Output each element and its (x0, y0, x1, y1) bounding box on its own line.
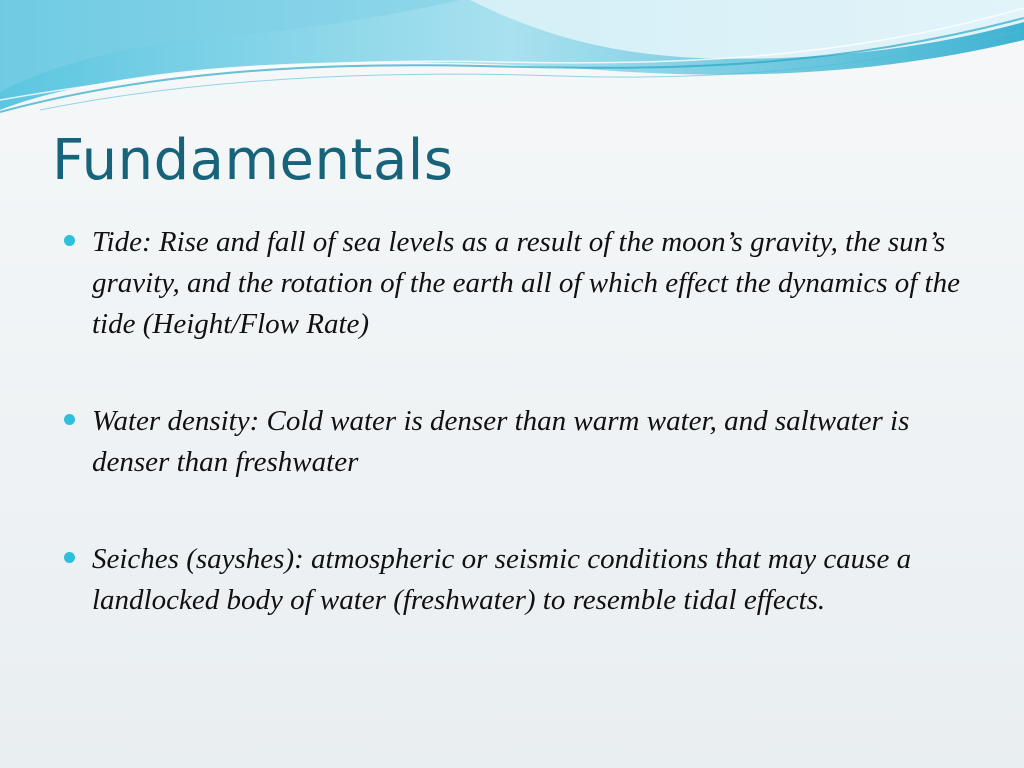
slide-title: Fundamentals (52, 128, 454, 193)
bullet-item-seiches (62, 539, 962, 621)
bullet-text: Tide: Rise and fall of sea levels as a result of the moon’s gravity, the sun’s gravity, and the rotation of the earth all of which effect the dynamics of the tide (Height/Flow Rate) (92, 226, 960, 340)
bullet-text: Water density: Cold water is denser than warm water, and saltwater is denser than freshwater (92, 405, 910, 478)
bullet-list (62, 222, 962, 677)
bullet-dot-icon (64, 552, 75, 563)
bullet-text: Seiches (sayshes): atmospheric or seismic conditions that may cause a landlocked body of water (freshwater) to resemble tidal effects. (92, 543, 912, 616)
bullet-item-tide (62, 222, 962, 345)
bullet-dot-icon (64, 235, 75, 246)
bullet-dot-icon (64, 414, 75, 425)
header-wave-decoration (0, 0, 1024, 140)
bullet-item-water-density (62, 401, 962, 483)
